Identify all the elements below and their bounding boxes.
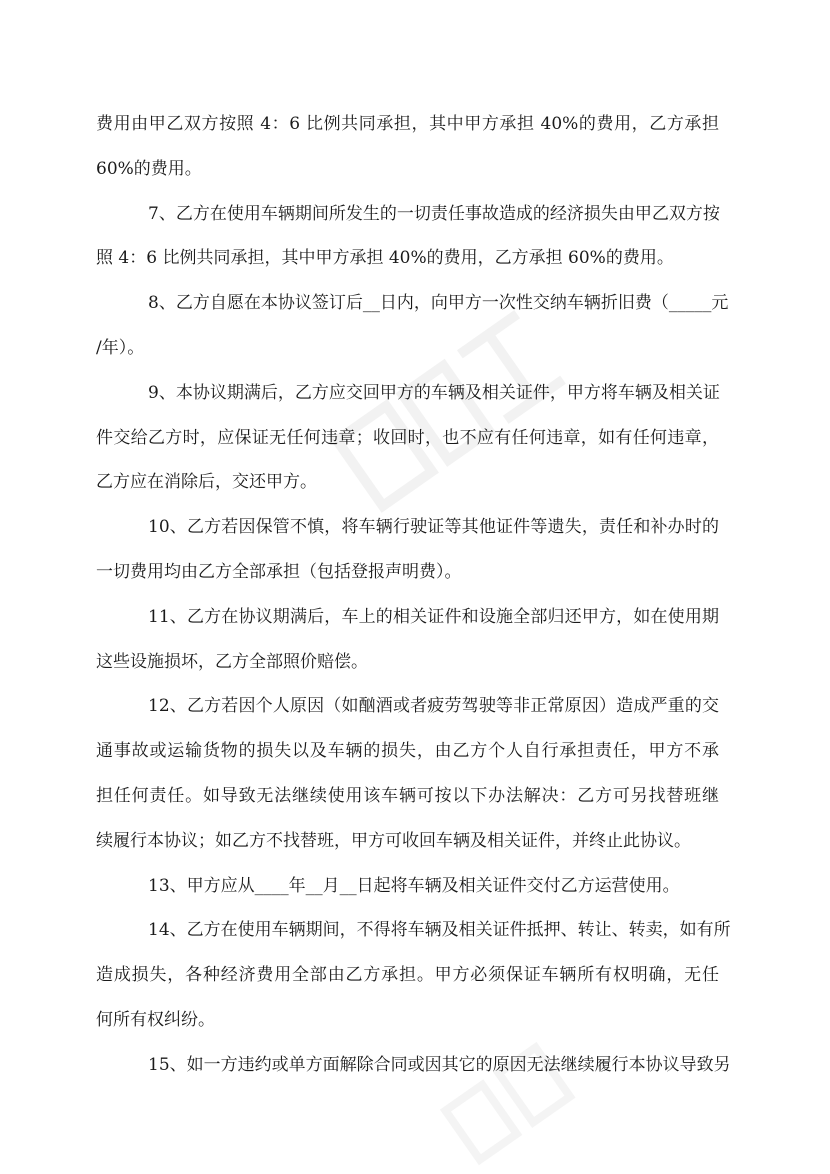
clause-9-line-2: 件交给乙方时，应保证无任何违章；收回时，也不应有任何违章，如有任何违章， — [96, 427, 719, 448]
text-line-1: 费用由甲乙双方按照 4：6 比例共同承担，其中甲方承担 40%的费用，乙方承担 — [96, 114, 719, 134]
clause-11-line-2: 这些设施损坏，乙方全部照价赔偿。 — [96, 651, 368, 672]
clause-12-line-4: 续履行本协议；如乙方不找替班，甲方可收回车辆及相关证件，并终止此协议。 — [96, 830, 691, 851]
clause-13-line-1: 13、甲方应从____年__月__日起将车辆及相关证件交付乙方运营使用。 — [148, 875, 680, 896]
clause-12-line-2: 通事故或运输货物的损失以及车辆的损失，由乙方个人自行承担责任，甲方不承 — [96, 741, 719, 762]
clause-12-line-1: 12、乙方若因个人原因（如酗酒或者疲劳驾驶等非正常原因）造成严重的交 — [148, 696, 719, 717]
clause-9-line-3: 乙方应在消除后，交还甲方。 — [96, 472, 317, 493]
clause-14-line-1: 14、乙方在使用车辆期间，不得将车辆及相关证件抵押、转让、转卖，如有所 — [148, 920, 731, 941]
clause-8-line-1: 8、乙方自愿在本协议签订后__日内，向甲方一次性交纳车辆折旧费（_____元 — [148, 293, 729, 314]
clause-8-line-2: /年）。 — [96, 337, 145, 358]
text-line-2: 60%的费用。 — [96, 158, 202, 179]
clause-7-line-2: 照 4：6 比例共同承担，其中甲方承担 40%的费用，乙方承担 60%的费用。 — [96, 248, 674, 269]
clause-11-line-1: 11、乙方在协议期满后，车上的相关证件和设施全部归还甲方，如在使用期 — [148, 606, 719, 627]
clause-12-line-3: 担任何责任。如导致无法继续使用该车辆可按以下办法解决：乙方可另找替班继 — [96, 785, 719, 806]
clause-10-line-2: 一切费用均由乙方全部承担（包括登报声明费）。 — [96, 561, 462, 582]
clause-14-line-2: 造成损失，各种经济费用全部由乙方承担。甲方必须保证车辆所有权明确，无任 — [96, 965, 719, 986]
clause-15-line-1: 15、如一方违约或单方面解除合同或因其它的原因无法继续履行本协议导致另 — [148, 1054, 731, 1075]
clause-10-line-1: 10、乙方若因保管不慎，将车辆行驶证等其他证件等遗失，责任和补办时的 — [148, 517, 719, 538]
document-body — [96, 102, 731, 1088]
clause-14-line-3: 何所有权纠纷。 — [96, 1009, 215, 1030]
clause-9-line-1: 9、本协议期满后，乙方应交回甲方的车辆及相关证件，甲方将车辆及相关证 — [148, 382, 720, 403]
clause-7-line-1: 7、乙方在使用车辆期间所发生的一切责任事故造成的经济损失由甲乙双方按 — [148, 203, 720, 224]
